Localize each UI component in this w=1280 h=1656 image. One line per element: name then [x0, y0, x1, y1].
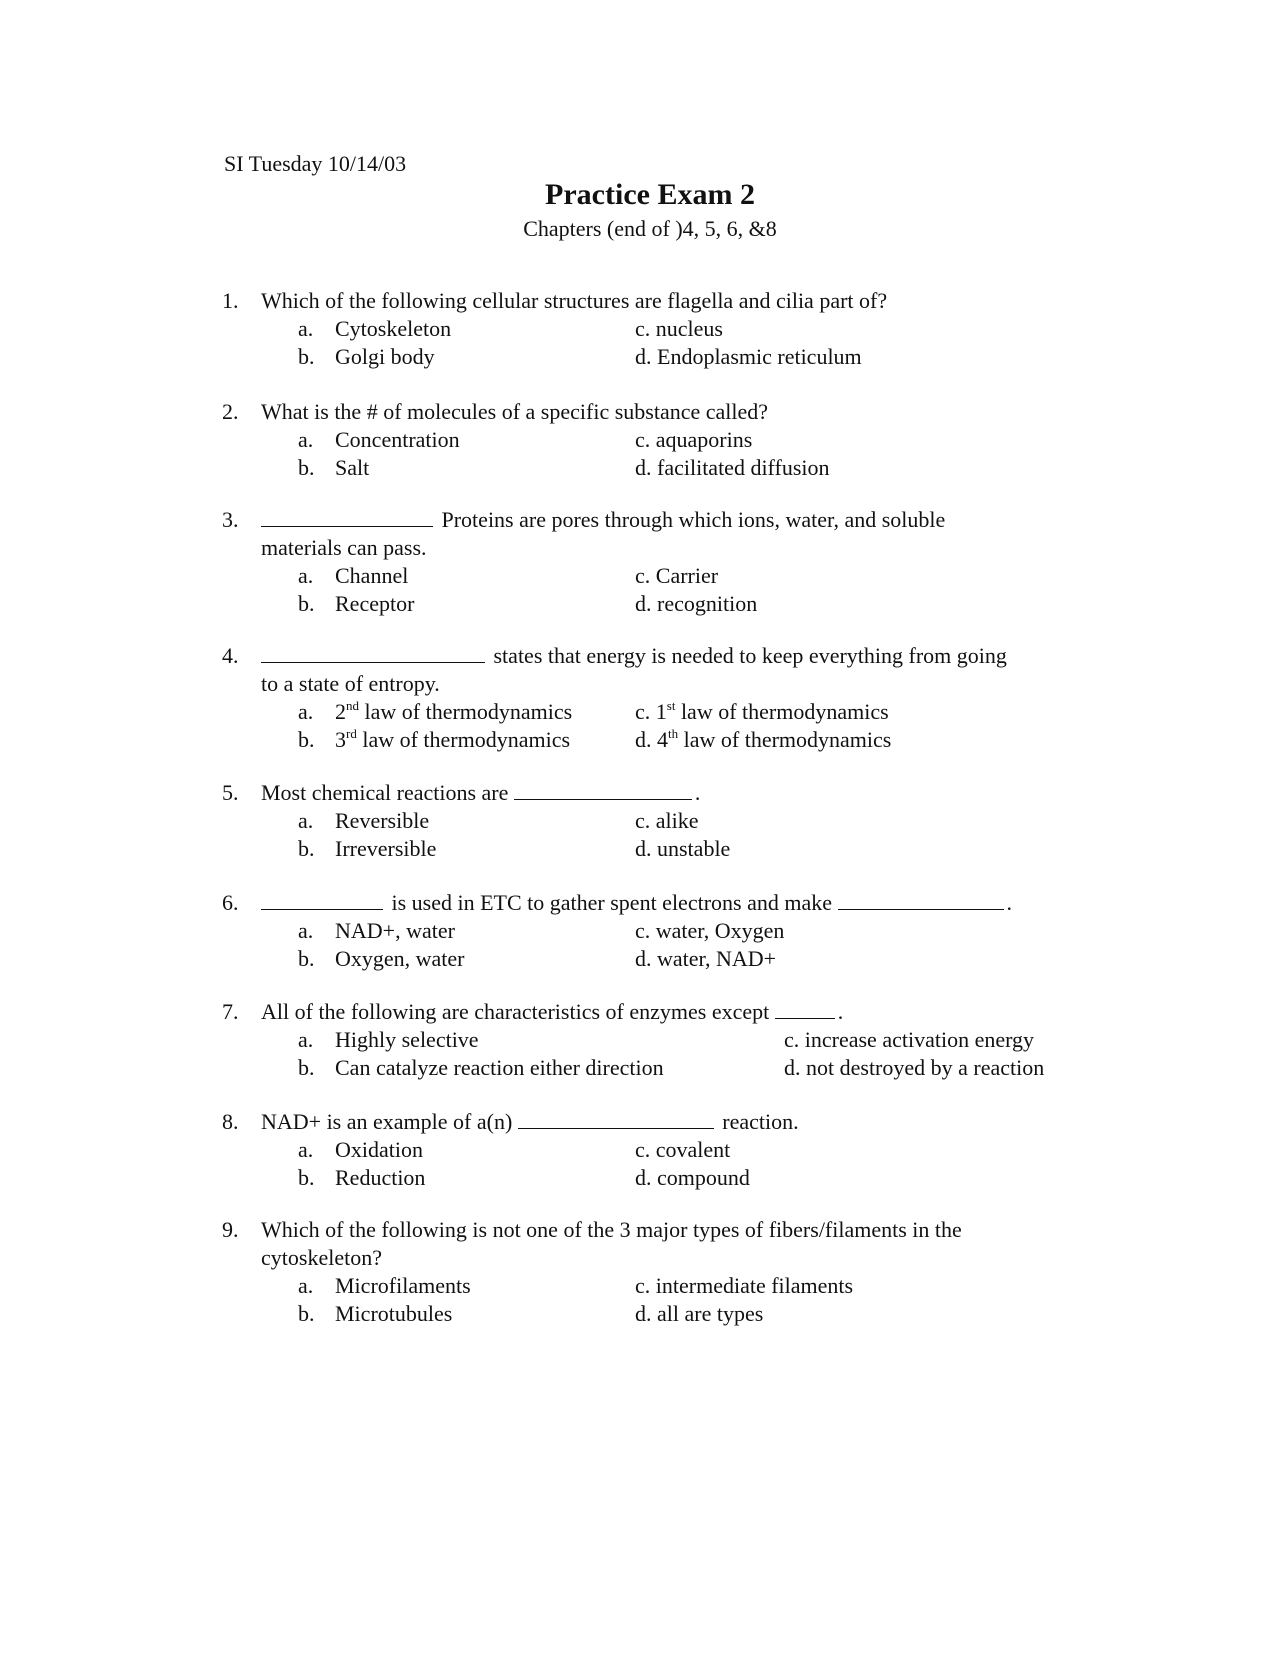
- answer-blank[interactable]: [514, 779, 692, 800]
- option-d: d. Endoplasmic reticulum: [635, 344, 862, 369]
- question-stem: [261, 889, 1012, 917]
- option-a: [298, 562, 408, 590]
- question-stem: [261, 779, 700, 807]
- option-ordinal-suffix: nd: [346, 698, 359, 713]
- question-number: 9.: [222, 1217, 239, 1242]
- option-text: Salt: [335, 455, 370, 480]
- page-subtitle: Chapters (end of )4, 5, 6, &8: [523, 216, 777, 241]
- option-d: d. all are types: [635, 1301, 764, 1326]
- question-number: 4.: [222, 643, 239, 668]
- option-c: c. Carrier: [635, 563, 719, 588]
- question-9: [222, 1216, 1092, 1328]
- question-text: Most chemical reactions are: [261, 780, 509, 805]
- option-b: [298, 1164, 425, 1192]
- option-c: [635, 698, 889, 726]
- answer-blank[interactable]: [261, 506, 433, 527]
- question-number: 6.: [222, 890, 239, 915]
- question-text: is used in ETC to gather spent electrons and make: [391, 890, 832, 915]
- question-text: All of the following are characteristics of enzymes except: [261, 999, 770, 1024]
- option-letter: a.: [298, 1273, 314, 1298]
- option-d: d. water, NAD+: [635, 946, 777, 971]
- question-text: Proteins are pores through which ions, water, and soluble: [441, 507, 946, 532]
- option-letter: a.: [298, 1027, 314, 1052]
- question-stem: [261, 998, 843, 1026]
- option-b: [298, 726, 570, 754]
- option-letter: b.: [298, 591, 315, 616]
- option-text: Microtubules: [335, 1301, 453, 1326]
- option-text: law of thermodynamics: [680, 699, 889, 724]
- option-b: [298, 945, 465, 973]
- option-text: law of thermodynamics: [364, 699, 573, 724]
- option-d: d. not destroyed by a reaction: [784, 1055, 1045, 1080]
- option-letter: a.: [298, 427, 314, 452]
- option-letter: b.: [298, 1055, 315, 1080]
- option-text: Channel: [335, 563, 409, 588]
- option-text: Microfilaments: [335, 1273, 471, 1298]
- option-text: Oxygen, water: [335, 946, 465, 971]
- session-label: SI Tuesday 10/14/03: [224, 151, 407, 176]
- question-text-continued: cytoskeleton?: [261, 1245, 382, 1270]
- question-number: 7.: [222, 999, 239, 1024]
- question-text: states that energy is needed to keep everything from going: [493, 643, 1007, 668]
- question-number: 2.: [222, 399, 239, 424]
- option-b: [298, 1054, 664, 1082]
- answer-blank[interactable]: [261, 889, 383, 910]
- option-b: [298, 454, 369, 482]
- option-a: [298, 1272, 471, 1300]
- option-d: d. facilitated diffusion: [635, 455, 830, 480]
- option-text: Reversible: [335, 808, 430, 833]
- option-text: Reduction: [335, 1165, 426, 1190]
- question-end: .: [694, 780, 701, 805]
- answer-blank[interactable]: [838, 889, 1004, 910]
- option-prefix: c. 1: [635, 699, 667, 724]
- option-letter: b.: [298, 836, 315, 861]
- option-a: [298, 1026, 479, 1054]
- option-a: [298, 315, 451, 343]
- option-letter: b.: [298, 946, 315, 971]
- question-8: [222, 1108, 1092, 1192]
- option-a: [298, 698, 572, 726]
- question-6: [222, 889, 1092, 973]
- question-stem: [261, 642, 1007, 670]
- option-letter: a.: [298, 563, 314, 588]
- answer-blank[interactable]: [775, 998, 835, 1019]
- option-c: c. nucleus: [635, 316, 723, 341]
- question-text: What is the # of molecules of a specific substance called?: [261, 399, 769, 424]
- question-text: Which of the following cellular structures are flagella and cilia part of?: [261, 288, 888, 313]
- option-letter: a.: [298, 1137, 314, 1162]
- option-letter: b.: [298, 727, 315, 752]
- option-text: Highly selective: [335, 1027, 479, 1052]
- question-text: Which of the following is not one of the 3 major types of fibers/filaments in the: [261, 1217, 962, 1242]
- option-a: [298, 1136, 423, 1164]
- option-a: [298, 807, 429, 835]
- question-5: [222, 779, 1092, 863]
- option-d: d. recognition: [635, 591, 758, 616]
- question-2: [222, 398, 1092, 482]
- answer-blank[interactable]: [261, 642, 485, 663]
- question-number: 3.: [222, 507, 239, 532]
- question-text-continued: to a state of entropy.: [261, 671, 440, 696]
- option-text: Concentration: [335, 427, 460, 452]
- option-a: [298, 426, 460, 454]
- option-d: d. unstable: [635, 836, 731, 861]
- option-letter: a.: [298, 918, 314, 943]
- option-text: Golgi body: [335, 344, 435, 369]
- option-text: law of thermodynamics: [362, 727, 571, 752]
- option-letter: a.: [298, 316, 314, 341]
- option-b: [298, 343, 435, 371]
- option-c: c. water, Oxygen: [635, 918, 785, 943]
- option-text: Can catalyze reaction either direction: [335, 1055, 664, 1080]
- question-1: [222, 287, 1092, 371]
- option-letter: b.: [298, 1301, 315, 1326]
- option-d: [635, 726, 891, 754]
- option-c: c. increase activation energy: [784, 1027, 1035, 1052]
- option-c: c. covalent: [635, 1137, 731, 1162]
- option-ordinal: 3: [335, 727, 346, 752]
- option-c: c. alike: [635, 808, 699, 833]
- option-text: law of thermodynamics: [683, 727, 892, 752]
- option-ordinal-suffix: rd: [346, 726, 357, 741]
- option-b: [298, 590, 414, 618]
- answer-blank[interactable]: [518, 1108, 714, 1129]
- option-a: [298, 917, 455, 945]
- option-letter: a.: [298, 699, 314, 724]
- option-text: Irreversible: [335, 836, 437, 861]
- question-text: NAD+ is an example of a(n): [261, 1109, 513, 1134]
- question-end: .: [1006, 890, 1012, 915]
- option-letter: b.: [298, 1165, 315, 1190]
- option-letter: b.: [298, 344, 315, 369]
- option-c: c. aquaporins: [635, 427, 753, 452]
- option-text: Cytoskeleton: [335, 316, 452, 341]
- question-stem: [261, 506, 945, 534]
- option-d: d. compound: [635, 1165, 750, 1190]
- option-ordinal: 2: [335, 699, 346, 724]
- question-number: 1.: [222, 288, 239, 313]
- question-end: .: [837, 999, 844, 1024]
- option-c: c. intermediate filaments: [635, 1273, 854, 1298]
- option-text: Oxidation: [335, 1137, 423, 1162]
- option-ordinal-suffix: th: [668, 726, 679, 741]
- question-number: 8.: [222, 1109, 239, 1134]
- option-prefix: d. 4: [635, 727, 668, 752]
- question-end: reaction.: [722, 1109, 799, 1134]
- question-3: [222, 506, 1092, 618]
- question-stem: [261, 1108, 799, 1136]
- question-7: [222, 998, 1092, 1082]
- option-text: NAD+, water: [335, 918, 455, 943]
- page-title: Practice Exam 2: [545, 178, 755, 211]
- question-4: [222, 642, 1092, 754]
- option-letter: b.: [298, 455, 315, 480]
- option-ordinal-suffix: st: [666, 698, 676, 713]
- option-letter: a.: [298, 808, 314, 833]
- question-number: 5.: [222, 780, 239, 805]
- option-b: [298, 1300, 452, 1328]
- option-b: [298, 835, 436, 863]
- option-text: Receptor: [335, 591, 415, 616]
- question-text-continued: materials can pass.: [261, 535, 427, 560]
